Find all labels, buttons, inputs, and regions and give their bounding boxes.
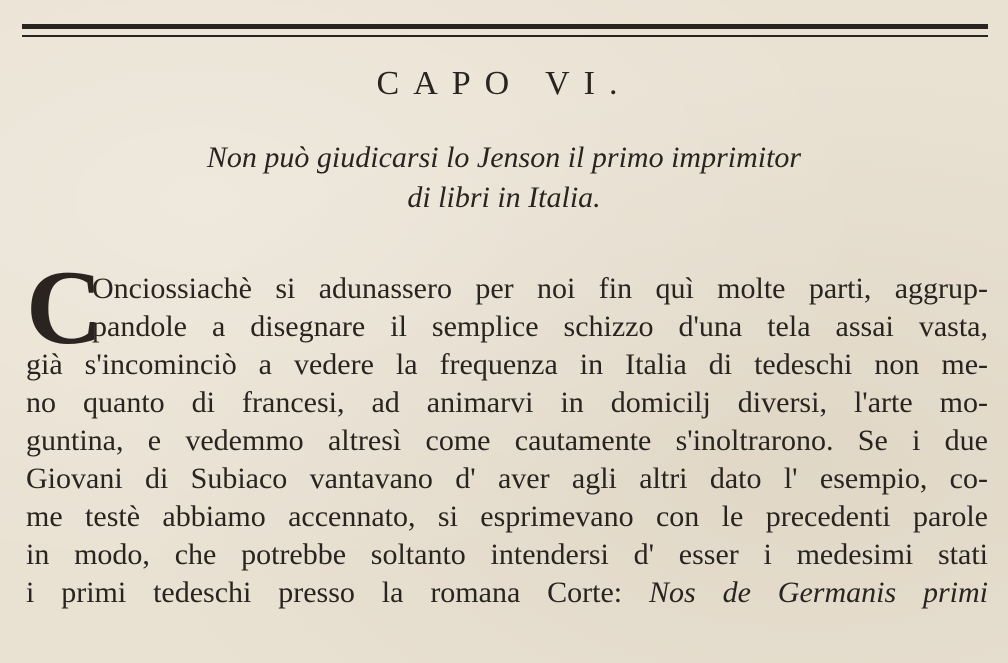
body-line-4: no quanto di francesi, ad animarvi in domicilj diversi, l'arte mo- xyxy=(26,386,988,419)
body-line-1: Onciossiachè si adunassero per noi fin quì molte parti, aggrup- xyxy=(92,272,988,305)
body-line-3: già s'incominciò a vedere la frequenza in Italia di tedeschi non me- xyxy=(26,348,988,381)
body-line-9 xyxy=(26,574,988,612)
body-line-2: pandole a disegnare il semplice schizzo d'una tela assai vasta, xyxy=(92,310,988,343)
body-line-5: guntina, e vedemmo altresì come cautamente s'inoltrarono. Se i due xyxy=(26,424,988,457)
body-line-9-italic: Nos de Germanis primi xyxy=(649,576,989,609)
body-line-7: me testè abbiamo accennato, si esprimevano con le precedenti parole xyxy=(26,500,988,533)
chapter-heading: CAPO VI. xyxy=(376,65,632,102)
drop-cap: C xyxy=(26,249,103,366)
body-line-9-roman: i primi tedeschi presso la romana Corte: xyxy=(26,576,623,609)
top-rule-thin xyxy=(22,35,988,37)
chapter-subtitle xyxy=(0,138,1008,218)
subtitle-line-1: Non può giudicarsi lo Jenson il primo imprimitor xyxy=(206,141,802,174)
body-paragraph xyxy=(26,270,988,612)
body-line-6: Giovani di Subiaco vantavano d' aver agli altri dato l' esempio, co- xyxy=(26,462,988,495)
top-rule-thick xyxy=(22,24,988,29)
subtitle-line-2: di libri in Italia. xyxy=(407,181,601,214)
body-line-8: in modo, che potrebbe soltanto intendersi d' esser i medesimi stati xyxy=(26,538,988,571)
